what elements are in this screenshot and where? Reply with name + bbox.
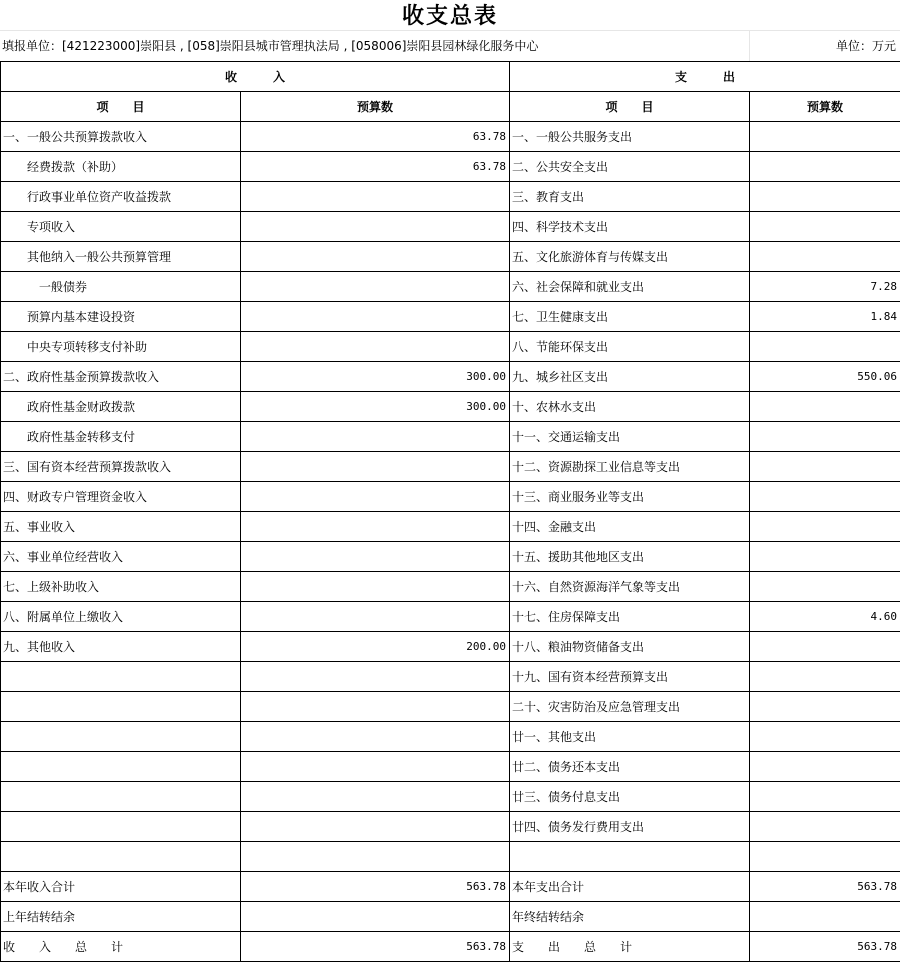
income-budget-cell bbox=[241, 272, 510, 302]
table-row bbox=[1, 182, 900, 212]
income-item-cell: 一、一般公共预算拨款收入 bbox=[1, 122, 241, 152]
income-item-header: 项 目 bbox=[1, 92, 241, 122]
income-item-cell: 预算内基本建设投资 bbox=[1, 302, 241, 332]
income-item-cell: 中央专项转移支付补助 bbox=[1, 332, 241, 362]
table-row bbox=[1, 332, 900, 362]
expense-budget-cell bbox=[750, 572, 900, 602]
table-row bbox=[1, 362, 900, 392]
income-item-cell: 五、事业收入 bbox=[1, 512, 241, 542]
measure-unit: 单位：万元 bbox=[836, 31, 896, 61]
column-header-row bbox=[1, 92, 900, 122]
table-body bbox=[1, 122, 900, 962]
income-budget-cell bbox=[241, 782, 510, 812]
income-budget-cell bbox=[241, 902, 510, 932]
expense-item-cell: 三、教育支出 bbox=[510, 182, 750, 212]
income-item-cell: 七、上级补助收入 bbox=[1, 572, 241, 602]
table-row bbox=[1, 692, 900, 722]
table-row bbox=[1, 812, 900, 842]
table-row bbox=[1, 302, 900, 332]
table-row bbox=[1, 662, 900, 692]
expense-item-cell: 十二、资源勘探工业信息等支出 bbox=[510, 452, 750, 482]
income-item-cell bbox=[1, 752, 241, 782]
expense-budget-cell bbox=[750, 722, 900, 752]
income-budget-cell bbox=[241, 572, 510, 602]
expense-item-cell: 八、节能环保支出 bbox=[510, 332, 750, 362]
expense-item-cell: 四、科学技术支出 bbox=[510, 212, 750, 242]
income-item-cell: 三、国有资本经营预算拨款收入 bbox=[1, 452, 241, 482]
page-title: 收支总表 bbox=[0, 0, 900, 30]
table-row bbox=[1, 752, 900, 782]
expense-budget-cell bbox=[750, 212, 900, 242]
expense-budget-cell: 550.06 bbox=[750, 362, 900, 392]
table-row bbox=[1, 572, 900, 602]
expense-budget-cell bbox=[750, 812, 900, 842]
income-item-cell: 收 入 总 计 bbox=[1, 932, 241, 962]
income-item-cell: 八、附属单位上缴收入 bbox=[1, 602, 241, 632]
income-item-cell: 一般债券 bbox=[1, 272, 241, 302]
report-meta bbox=[0, 30, 900, 61]
expense-budget-cell: 1.84 bbox=[750, 302, 900, 332]
expense-item-cell: 五、文化旅游体育与传媒支出 bbox=[510, 242, 750, 272]
expense-item-cell: 廿四、债务发行费用支出 bbox=[510, 812, 750, 842]
income-item-cell: 上年结转结余 bbox=[1, 902, 241, 932]
income-budget-cell: 300.00 bbox=[241, 392, 510, 422]
expense-header: 支 出 bbox=[510, 62, 900, 92]
expense-budget-header: 预算数 bbox=[750, 92, 900, 122]
expense-item-cell: 廿二、债务还本支出 bbox=[510, 752, 750, 782]
expense-item-cell: 十四、金融支出 bbox=[510, 512, 750, 542]
income-budget-cell: 63.78 bbox=[241, 122, 510, 152]
income-budget-cell bbox=[241, 542, 510, 572]
income-budget-cell bbox=[241, 752, 510, 782]
table-row bbox=[1, 872, 900, 902]
income-budget-cell: 300.00 bbox=[241, 362, 510, 392]
expense-budget-cell bbox=[750, 692, 900, 722]
income-item-cell: 四、财政专户管理资金收入 bbox=[1, 482, 241, 512]
income-budget-cell bbox=[241, 692, 510, 722]
income-item-cell: 九、其他收入 bbox=[1, 632, 241, 662]
expense-budget-cell bbox=[750, 242, 900, 272]
budget-summary-table bbox=[0, 61, 900, 962]
expense-budget-cell bbox=[750, 122, 900, 152]
expense-item-cell bbox=[510, 842, 750, 872]
income-budget-cell: 200.00 bbox=[241, 632, 510, 662]
expense-budget-cell bbox=[750, 632, 900, 662]
income-item-cell bbox=[1, 692, 241, 722]
expense-budget-cell bbox=[750, 152, 900, 182]
income-budget-cell bbox=[241, 512, 510, 542]
table-row bbox=[1, 782, 900, 812]
income-budget-cell bbox=[241, 332, 510, 362]
expense-budget-cell bbox=[750, 842, 900, 872]
expense-item-cell: 十、农林水支出 bbox=[510, 392, 750, 422]
income-budget-cell bbox=[241, 422, 510, 452]
expense-item-cell: 七、卫生健康支出 bbox=[510, 302, 750, 332]
expense-item-cell: 廿一、其他支出 bbox=[510, 722, 750, 752]
income-budget-cell bbox=[241, 452, 510, 482]
expense-budget-cell bbox=[750, 512, 900, 542]
expense-item-cell: 廿三、债务付息支出 bbox=[510, 782, 750, 812]
table-row bbox=[1, 842, 900, 872]
table-row bbox=[1, 122, 900, 152]
table-row bbox=[1, 542, 900, 572]
expense-item-cell: 二十、灾害防治及应急管理支出 bbox=[510, 692, 750, 722]
expense-item-cell: 十六、自然资源海洋气象等支出 bbox=[510, 572, 750, 602]
table-row bbox=[1, 242, 900, 272]
table-row bbox=[1, 452, 900, 482]
income-item-cell: 政府性基金财政拨款 bbox=[1, 392, 241, 422]
expense-budget-cell bbox=[750, 392, 900, 422]
table-row bbox=[1, 722, 900, 752]
table-row bbox=[1, 482, 900, 512]
table-row bbox=[1, 152, 900, 182]
expense-budget-cell: 563.78 bbox=[750, 872, 900, 902]
income-budget-cell bbox=[241, 812, 510, 842]
expense-item-header: 项 目 bbox=[510, 92, 750, 122]
expense-item-cell: 本年支出合计 bbox=[510, 872, 750, 902]
income-budget-cell bbox=[241, 212, 510, 242]
expense-item-cell: 六、社会保障和就业支出 bbox=[510, 272, 750, 302]
expense-budget-cell: 4.60 bbox=[750, 602, 900, 632]
income-item-cell: 专项收入 bbox=[1, 212, 241, 242]
expense-budget-cell bbox=[750, 662, 900, 692]
expense-budget-cell bbox=[750, 782, 900, 812]
expense-item-cell: 十九、国有资本经营预算支出 bbox=[510, 662, 750, 692]
income-budget-cell bbox=[241, 722, 510, 752]
income-budget-cell bbox=[241, 242, 510, 272]
income-item-cell bbox=[1, 812, 241, 842]
income-budget-cell bbox=[241, 662, 510, 692]
table-row bbox=[1, 902, 900, 932]
income-item-cell bbox=[1, 842, 241, 872]
expense-item-cell: 二、公共安全支出 bbox=[510, 152, 750, 182]
expense-budget-cell: 7.28 bbox=[750, 272, 900, 302]
income-item-cell: 经费拨款（补助） bbox=[1, 152, 241, 182]
income-item-cell: 行政事业单位资产收益拨款 bbox=[1, 182, 241, 212]
income-budget-header: 预算数 bbox=[241, 92, 510, 122]
income-budget-cell bbox=[241, 482, 510, 512]
expense-budget-cell bbox=[750, 422, 900, 452]
expense-item-cell: 十一、交通运输支出 bbox=[510, 422, 750, 452]
reporting-unit: 填报单位：[421223000]崇阳县 , [058]崇阳县城市管理执法局 , [058006]崇阳县园林绿化服务中心 bbox=[2, 31, 538, 61]
income-item-cell: 二、政府性基金预算拨款收入 bbox=[1, 362, 241, 392]
expense-budget-cell bbox=[750, 542, 900, 572]
table-row bbox=[1, 392, 900, 422]
table-row bbox=[1, 632, 900, 662]
expense-budget-cell bbox=[750, 182, 900, 212]
income-item-cell bbox=[1, 722, 241, 752]
expense-budget-cell bbox=[750, 902, 900, 932]
table-row bbox=[1, 512, 900, 542]
table-row bbox=[1, 602, 900, 632]
expense-item-cell: 十八、粮油物资储备支出 bbox=[510, 632, 750, 662]
income-item-cell: 政府性基金转移支付 bbox=[1, 422, 241, 452]
expense-item-cell: 年终结转结余 bbox=[510, 902, 750, 932]
income-budget-cell bbox=[241, 602, 510, 632]
income-budget-cell: 563.78 bbox=[241, 872, 510, 902]
income-budget-cell: 563.78 bbox=[241, 932, 510, 962]
expense-item-cell: 十五、援助其他地区支出 bbox=[510, 542, 750, 572]
expense-budget-cell bbox=[750, 752, 900, 782]
income-item-cell: 其他纳入一般公共预算管理 bbox=[1, 242, 241, 272]
expense-item-cell: 九、城乡社区支出 bbox=[510, 362, 750, 392]
expense-item-cell: 一、一般公共服务支出 bbox=[510, 122, 750, 152]
table-row bbox=[1, 422, 900, 452]
income-budget-cell bbox=[241, 302, 510, 332]
expense-item-cell: 支 出 总 计 bbox=[510, 932, 750, 962]
expense-budget-cell bbox=[750, 332, 900, 362]
table-row bbox=[1, 212, 900, 242]
income-item-cell bbox=[1, 782, 241, 812]
income-budget-cell bbox=[241, 182, 510, 212]
income-budget-cell bbox=[241, 842, 510, 872]
section-header-row bbox=[1, 62, 900, 92]
income-header: 收 入 bbox=[1, 62, 510, 92]
expense-budget-cell: 563.78 bbox=[750, 932, 900, 962]
income-item-cell: 本年收入合计 bbox=[1, 872, 241, 902]
expense-item-cell: 十七、住房保障支出 bbox=[510, 602, 750, 632]
income-item-cell bbox=[1, 662, 241, 692]
income-item-cell: 六、事业单位经营收入 bbox=[1, 542, 241, 572]
income-budget-cell: 63.78 bbox=[241, 152, 510, 182]
table-row bbox=[1, 932, 900, 962]
expense-budget-cell bbox=[750, 452, 900, 482]
meta-divider bbox=[749, 31, 750, 61]
expense-item-cell: 十三、商业服务业等支出 bbox=[510, 482, 750, 512]
table-row bbox=[1, 272, 900, 302]
expense-budget-cell bbox=[750, 482, 900, 512]
